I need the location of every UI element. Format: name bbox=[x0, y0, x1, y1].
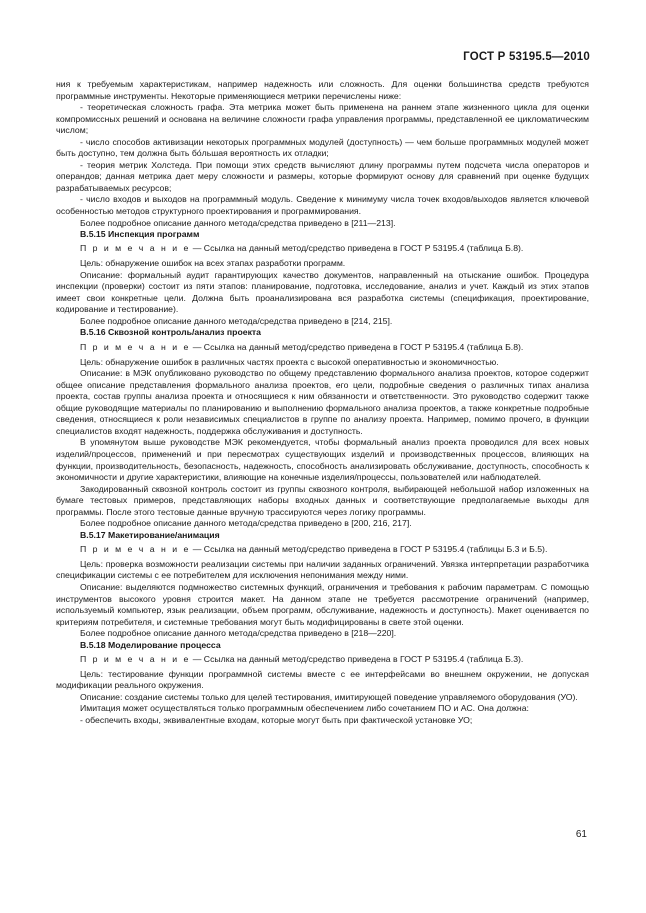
reference-paragraph: Более подробное описание данного метода/средства приведено в [218—220]. bbox=[80, 628, 397, 639]
note bbox=[56, 342, 589, 354]
note-label: П р и м е ч а н и е bbox=[80, 543, 191, 554]
paragraph: Цель: проверка возможности реализации системы при наличии заданных ограничений. Увязка интерпретации разработчика спецификации системы с ее потребителем для исключения непонимания между ними. bbox=[56, 558, 589, 581]
note-text: — Ссылка на данный метод/средство приведена в ГОСТ Р 53195.4 (таблицы Б.3 и Б.5). bbox=[190, 543, 548, 554]
note-text: — Ссылка на данный метод/средство приведена в ГОСТ Р 53195.4 (таблица Б.8). bbox=[190, 243, 524, 254]
document-body bbox=[56, 79, 589, 727]
section-heading-b5-18: В.5.18 Моделирование процесса bbox=[80, 639, 221, 650]
note-label: П р и м е ч а н и е bbox=[80, 243, 191, 254]
paragraph: ния к требуемым характеристикам, например надежность или сложность. Для оценки большинства средств требуются программные инструменты. Некоторые применяющиеся метрики перечислены ниже: bbox=[56, 79, 589, 101]
paragraph: Цель: тестирование функции программной системы вместе с ее интерфейсами во внешнем окружении, не допуская модификации реального окружения. bbox=[56, 668, 589, 691]
document-header: ГОСТ Р 53195.5—2010 bbox=[463, 51, 590, 63]
list-item: - теоретическая сложность графа. Эта метрика может быть применена на раннем этапе жизненного цикла для оценки компромиссных решений и основана на величине сложности графа управления программы, представленной ее цикломатическим числом; bbox=[56, 102, 589, 136]
note-text: — Ссылка на данный метод/средство приведена в ГОСТ Р 53195.4 (таблица Б.8). bbox=[190, 341, 524, 352]
note-label: П р и м е ч а н и е bbox=[80, 653, 191, 664]
paragraph: Цель: обнаружение ошибок на всех этапах разработки программ. bbox=[80, 258, 346, 269]
note bbox=[56, 654, 589, 666]
paragraph: Описание: формальный аудит гарантирующих качество документов, направленный на отыскание ошибок. Процедура инспекции (проверки) состоит из пяти этапов: планирование, подготовка, исследование, анализ и учет. Каждый из этих этапов имеет свои конкретные цели. Должна быть проанализирована вся разработка системы (спецификация, проектирование, кодирование и тестирование). bbox=[56, 269, 589, 315]
list-item: - обеспечить входы, эквивалентные входам, которые могут быть при фактической установке УО; bbox=[80, 714, 473, 725]
list-item: - число входов и выходов на программный модуль. Сведение к минимуму числа точек входов/выходов является ключевой особенностью методов структурного проектирования и программирования. bbox=[56, 194, 589, 217]
note-text: — Ссылка на данный метод/средство приведена в ГОСТ Р 53195.4 (таблица Б.3). bbox=[190, 653, 524, 664]
paragraph: Описание: выделяются подмножество системных функций, ограничения и требования к рабочим параметрам. С помощью инструментов высокого уровня строится макет. На данном этапе не требуется рассмотрение ограничений (например, используемый компьютер, язык реализации, объем программ, обслуживание, надежность и доступность). Макет оценивается по критериям потребителя, и системные требования могут быть модифицированы в свете этой оценки. bbox=[56, 581, 589, 627]
note-label: П р и м е ч а н и е bbox=[80, 341, 191, 352]
paragraph: Имитация может осуществляться только программным обеспечением либо сочетанием ПО и АС. Она должна: bbox=[80, 703, 529, 714]
section-heading-b5-16: В.5.16 Сквозной контроль/анализ проекта bbox=[80, 327, 262, 338]
note bbox=[56, 243, 589, 255]
paragraph: Описание: в МЭК опубликовано руководство по общему представлению формального анализа проектов, которое содержит общее описание представления формального анализа проектов, его цели, подробные сведения о различных типах анализа проекта, состав группы анализа проекта и относящиеся к ним обязанности и ответственности. Это руководство содержит также общие руководящие материалы по планированию и выполнению формального анализа проектов, а также конкретные подробные сведения, относящиеся к роли независимых специалистов в группе по анализу проекта. Например, помимо прочего, в функции специалистов входят надежность, поддержка обслуживания и доступность. bbox=[56, 368, 589, 436]
section-heading-b5-15: В.5.15 Инспекция программ bbox=[80, 229, 200, 240]
paragraph: Цель: обнаружение ошибок в различных частях проекта с высокой оперативностью и экономичностью. bbox=[80, 356, 499, 367]
section-heading-b5-17: В.5.17 Макетирование/анимация bbox=[80, 529, 220, 540]
paragraph: В упомянутом выше руководстве МЭК рекомендуется, чтобы формальный анализ проекта проводился для всех новых изделий/процессов, применений и при пересмотрах существующих изделий и производственных процессов, влияющих на функции, производительность, безопасность, надежность, способность анализировать обслуживание, доступность, способность к экономичности и другие характеристики, влияющие на конечные изделия/процессы, пользователей или наблюдателей. bbox=[56, 437, 589, 483]
note bbox=[56, 544, 589, 556]
reference-paragraph: Более подробное описание данного метода/средства приведено в [211—213]. bbox=[80, 217, 396, 228]
reference-paragraph: Более подробное описание данного метода/средства приведено в [200, 216, 217]. bbox=[80, 518, 412, 529]
list-item: - число способов активизации некоторых программных модулей (доступность) — чем больше программных модулей может быть доступно, тем должна быть бо́льшая вероятность их отладки; bbox=[56, 136, 589, 159]
reference-paragraph: Более подробное описание данного метода/средства приведено в [214, 215]. bbox=[80, 315, 393, 326]
paragraph: Описание: создание системы только для целей тестирования, имитирующей поведение управляемого оборудования (УО). bbox=[80, 691, 578, 702]
page-number: 61 bbox=[575, 829, 587, 840]
paragraph: Закодированный сквозной контроль состоит из группы сквозного контроля, выбирающей небольшой набор изложенных на бумаге тестовых примеров, представляющих наборы входных данных и соответствующие предполагаемые выходы для программы. После этого тестовые данные вручную трассируются через логику программы. bbox=[56, 483, 589, 517]
list-item: - теория метрик Холстеда. При помощи этих средств вычисляют длину программы путем подсчета числа операторов и операндов; данная метрика дает меру сложности и размеры, которые формируют основу для сравнений при оценке будущих разрабатываемых ресурсов; bbox=[56, 159, 589, 193]
